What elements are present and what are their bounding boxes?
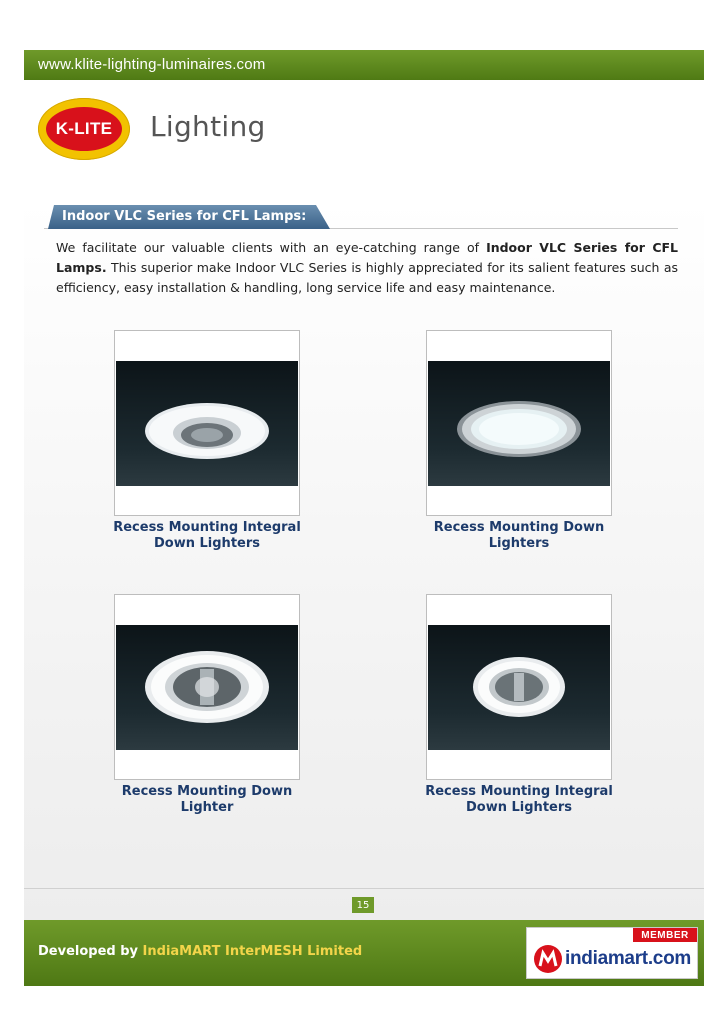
klite-logo-inner bbox=[46, 107, 122, 151]
product-caption-line2: Down Lighters bbox=[154, 536, 260, 551]
top-bar bbox=[24, 50, 704, 80]
product-caption-line2: Lighters bbox=[488, 536, 550, 551]
member-label: MEMBER bbox=[633, 928, 697, 942]
brochure-page bbox=[24, 50, 704, 986]
section-heading: Indoor VLC Series for CFL Lamps: bbox=[62, 209, 307, 224]
indiamart-brand-text: indiamart.com bbox=[565, 948, 691, 969]
product-caption-line1: Recess Mounting Integral bbox=[425, 784, 613, 799]
logo-word-lighting: Lighting bbox=[150, 110, 266, 143]
intro-text-bold: Indoor VLC Series for CFL Lamps. bbox=[56, 240, 678, 275]
downlight-image bbox=[116, 361, 298, 486]
downlight-image bbox=[428, 625, 610, 750]
product-caption bbox=[94, 784, 320, 816]
product-image-frame bbox=[426, 330, 612, 516]
product-caption bbox=[94, 520, 320, 552]
page-number: 15 bbox=[352, 897, 374, 913]
product-photo bbox=[116, 361, 298, 486]
product-image-frame bbox=[114, 330, 300, 516]
product-caption-line2: Down Lighters bbox=[466, 800, 572, 815]
product-caption-line2: Lighter bbox=[180, 800, 234, 815]
downlight-image bbox=[116, 625, 298, 750]
product-image-frame bbox=[426, 594, 612, 780]
website-url[interactable]: www.klite-lighting-luminaires.com bbox=[38, 56, 266, 73]
developed-by-text bbox=[38, 944, 362, 959]
footer-bar bbox=[24, 920, 704, 986]
intro-text-2: This superior make Indoor VLC Series is highly appreciated for its salient features such as efficiency, easy installation & handling, long service life and easy maintenance. bbox=[56, 260, 678, 295]
product-caption-line1: Recess Mounting Integral bbox=[113, 520, 301, 535]
footer-rule bbox=[24, 888, 704, 889]
developed-by-label: Developed by bbox=[38, 944, 143, 959]
product-caption bbox=[406, 784, 632, 816]
indiamart-member-badge[interactable] bbox=[526, 927, 698, 979]
klite-logo-text: K-LITE bbox=[55, 119, 113, 138]
product-photo bbox=[428, 625, 610, 750]
intro-text-1: We facilitate our valuable clients with an eye-catching range of bbox=[56, 240, 487, 255]
product-photo bbox=[428, 361, 610, 486]
product-image-frame bbox=[114, 594, 300, 780]
klite-logo bbox=[38, 98, 130, 160]
indiamart-logo-icon bbox=[533, 944, 563, 974]
product-caption-line1: Recess Mounting Down bbox=[121, 784, 293, 799]
product-caption-line1: Recess Mounting Down bbox=[433, 520, 605, 535]
downlight-image bbox=[428, 361, 610, 486]
product-caption bbox=[406, 520, 632, 552]
product-photo bbox=[116, 625, 298, 750]
intro-paragraph bbox=[56, 238, 678, 298]
developer-company-link[interactable]: IndiaMART InterMESH Limited bbox=[142, 944, 363, 959]
